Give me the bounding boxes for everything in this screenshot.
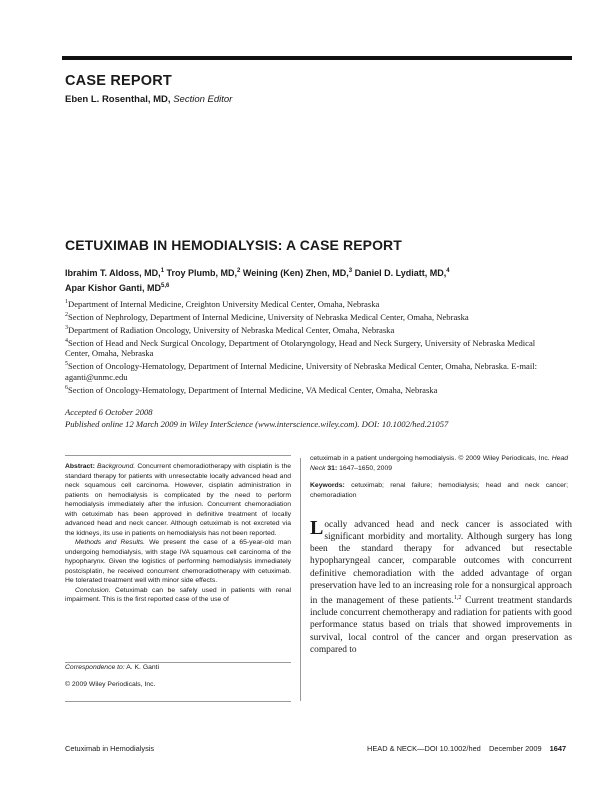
abstract-top-divider <box>65 455 291 456</box>
journal-pages: 1647–1650, 2009 <box>339 464 393 472</box>
author-name: Troy Plumb, MD, <box>164 268 238 278</box>
abstract-right <box>310 454 568 500</box>
author-name: Ibrahim T. Aldoss, MD, <box>65 268 161 278</box>
abstract-methods <box>65 538 291 586</box>
editor-name: Eben L. Rosenthal, MD, <box>65 94 171 105</box>
abstract-continuation <box>310 454 568 473</box>
footer-date: December 2009 <box>489 744 542 753</box>
affiliation <box>65 359 550 383</box>
affil-text: Section of Oncology-Hematology, Department of Internal Medicine, University of Nebraska Medical Center, Omaha, Nebraska. E-mail: aganti@unmc.edu <box>65 361 537 383</box>
affil-text: Section of Oncology-Hematology, Department of Internal Medicine, VA Medical Center, Omaha, Nebraska <box>68 385 438 396</box>
top-rule <box>62 56 572 60</box>
affiliation <box>65 383 550 396</box>
correspondence <box>65 664 159 671</box>
keywords <box>310 481 568 500</box>
published-line: Published online 12 March 2009 in Wiley InterScience (www.interscience.wiley.com). DOI: 10.1002/hed.21057 <box>65 418 449 429</box>
affiliation <box>65 323 550 336</box>
affil-text: Section of Head and Neck Surgical Oncology, Department of Otolaryngology, Head and Neck Surgery, University of Nebraska Medical Center, Omaha, Nebraska <box>65 337 536 359</box>
affiliation <box>65 336 550 360</box>
author-name: Apar Kishor Ganti, MD <box>65 283 162 293</box>
correspondence-label: Correspondence to: <box>65 664 125 671</box>
editor-role: Section Editor <box>173 94 233 105</box>
journal-volume: 31: <box>327 464 338 472</box>
methods-label: Methods and Results. <box>75 539 146 546</box>
keywords-label: Keywords: <box>310 482 345 489</box>
abstract-conclusion <box>65 586 291 605</box>
methods-text: We present the case of a 65-year-old man undergoing hemodialysis, with stage IVA squamous cell carcinoma of the hypopharynx. Given the logistics of performing hemodialysis immediately postcisplatin, he received concurrent chemoradiotherapy with cetuximab. He tolerated treatment well with minor side effects. <box>65 539 291 584</box>
abstract-column-divider <box>300 458 301 701</box>
section-editor <box>65 94 232 105</box>
author-name: Daniel D. Lydiatt, MD, <box>352 268 447 278</box>
affil-num: 3 <box>65 324 68 331</box>
affil-num: 6 <box>65 385 68 392</box>
article-title: CETUXIMAB IN HEMODIALYSIS: A CASE REPORT <box>65 237 402 253</box>
running-title: Cetuximab in Hemodialysis <box>65 744 155 753</box>
author-affil-sup: 2 <box>237 268 241 274</box>
author-affil-sup: 4 <box>446 268 450 274</box>
continuation-copyright: © 2009 Wiley Periodicals, Inc. <box>458 455 550 462</box>
running-footer <box>367 744 566 753</box>
page-number: 1647 <box>549 744 567 753</box>
accepted-date: Accepted 6 October 2008 <box>65 407 153 417</box>
section-title: CASE REPORT <box>65 73 172 89</box>
drop-cap: L <box>310 517 324 539</box>
affil-num: 5 <box>65 361 68 368</box>
publication-dates <box>65 407 545 430</box>
abstract-background <box>65 462 291 538</box>
copyright-note: © 2009 Wiley Periodicals, Inc. <box>65 681 156 688</box>
affil-num: 2 <box>65 311 68 318</box>
affil-text: Department of Radiation Oncology, University of Nebraska Medical Center, Omaha, Nebraska <box>68 324 395 335</box>
affiliation <box>65 310 550 323</box>
affil-num: 1 <box>65 299 68 305</box>
affil-text: Section of Nephrology, Department of Internal Medicine, University of Nebraska Medical Center, Omaha, Nebraska <box>68 311 469 322</box>
affil-num: 4 <box>65 337 68 344</box>
conclusion-text: Cetuximab can be safely used in patients with renal impairment. This is the first reported case of the use of <box>65 586 292 603</box>
background-text: Concurrent chemoradiotherapy with cisplatin is the standard therapy for patients with unresectable locally advanced head and neck squamous cell carcinoma. However, cisplatin administration in patients on hemodialysis is complicated by the need to perform hemodialysis immediately after the infusion. Concurrent chemoradiation with cetuximab has been approved in definitive treatment of locally advanced head and neck cancer. Although cetuximab is not excreted via the kidneys, its use in patients on hemodialysis has not been reported. <box>65 463 292 537</box>
abstract-label: Abstract: <box>65 463 95 470</box>
body-paragraph <box>310 519 572 656</box>
body-text-continued: Current treatment standards include concurrent chemotherapy and radiation for patients with good performance status based on trials that showed improvements in survival, local control of the cancer and organ preservation as compared to <box>310 596 572 655</box>
affil-text: Department of Internal Medicine, Creighton University Medical Center, Omaha, Nebraska <box>68 298 380 309</box>
body-text: ocally advanced head and neck cancer is associated with significant morbidity and mortality. Although surgery has long been the standard therapy for advanced but resectable hypopharyngeal cancer, comparable outcomes with concurrent definitive chemoradiation with the added advantage of organ preservation have led to an increasing role for a nonsurgical approach in the management of these patients. <box>310 520 572 607</box>
author-affil-sup: 5,6 <box>161 283 170 289</box>
journal-name: Head Neck <box>310 455 569 472</box>
keywords-text: cetuximab; renal failure; hemodialysis; head and neck cancer; chemoradiation <box>310 482 568 499</box>
author-affil-sup: 1 <box>160 268 165 274</box>
abstract-bottom-divider <box>65 701 291 702</box>
conclusion-label: Conclusion. <box>75 586 111 594</box>
abstract-left <box>65 462 291 605</box>
author-name: Weining (Ken) Zhen, MD, <box>240 268 349 278</box>
footer-journal: HEAD & NECK—DOI 10.1002/hed <box>367 744 481 753</box>
author-affil-sup: 3 <box>348 268 353 274</box>
correspondence-name: A. K. Ganti <box>126 664 160 671</box>
affiliation <box>65 297 550 310</box>
continuation-text: cetuximab in a patient undergoing hemodialysis. <box>310 455 457 462</box>
author-list <box>65 265 545 295</box>
background-label: Background. <box>97 463 136 470</box>
affiliations <box>65 297 550 396</box>
correspondence-divider <box>65 662 291 663</box>
citation-ref: 1,2 <box>453 594 462 601</box>
